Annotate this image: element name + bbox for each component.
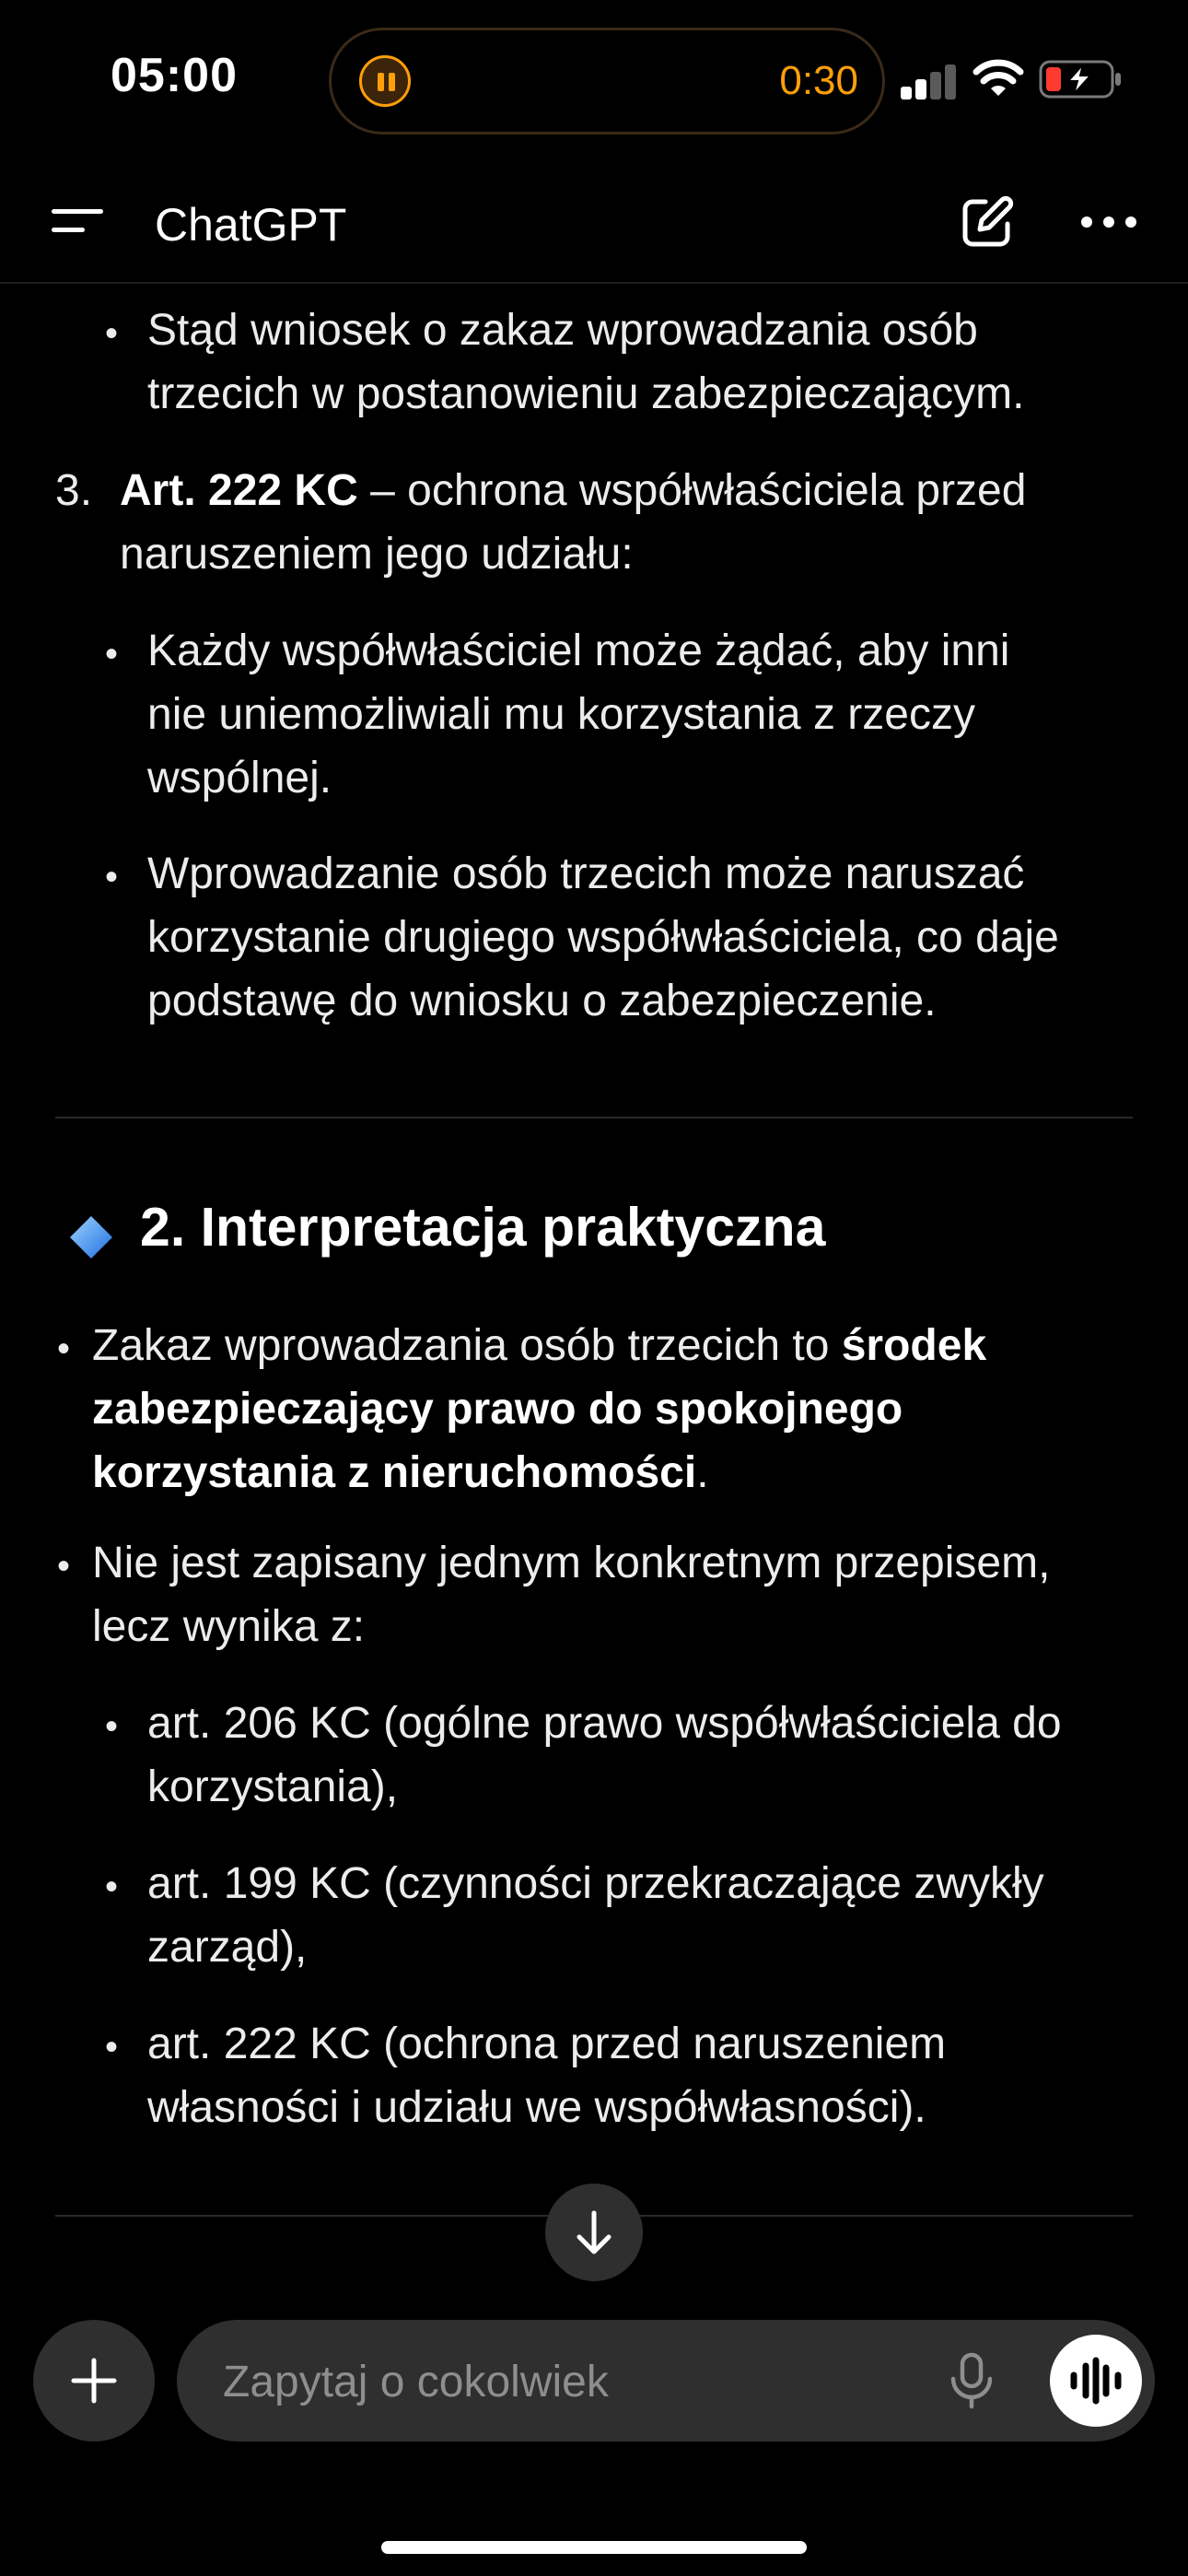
bullet-marker: • bbox=[105, 634, 119, 674]
bullet-marker: • bbox=[105, 1867, 119, 1907]
section-heading: 2. Interpretacja praktyczna bbox=[140, 1197, 826, 1258]
blue-diamond-icon bbox=[68, 1214, 114, 1260]
message-text: art. 222 KC (ochrona przed naruszeniem własności i udziału we współwłasności). bbox=[147, 2020, 947, 2132]
message-text: Zakaz wprowadzania osób trzecich to środek zabezpieczający prawo do spokojnego korzystania z nieruchomości. bbox=[92, 1321, 987, 1497]
battery-charging-icon bbox=[1039, 59, 1124, 100]
status-bar bbox=[0, 0, 1188, 161]
chat-content bbox=[0, 284, 1188, 2292]
message-text: art. 206 KC (ogólne prawo współwłaściciela do korzystania), bbox=[147, 1699, 1062, 1811]
arrow-down-icon bbox=[545, 2184, 643, 2281]
list-number: 3. bbox=[55, 466, 93, 515]
message-input[interactable] bbox=[177, 2320, 1155, 2441]
status-time: 05:00 bbox=[111, 49, 238, 102]
app-title: ChatGPT bbox=[155, 199, 347, 251]
compose-icon[interactable] bbox=[958, 194, 1015, 252]
bullet-marker: • bbox=[105, 1706, 119, 1747]
section-divider bbox=[55, 1117, 1133, 1118]
bullet-marker: • bbox=[105, 313, 119, 354]
home-indicator[interactable] bbox=[381, 2541, 807, 2554]
app-header bbox=[0, 161, 1188, 284]
wifi-icon bbox=[972, 59, 1025, 100]
message-text: Wprowadzanie osób trzecich może naruszać korzystanie drugiego współwłaściciela, co daje podstawę do wniosku o zabezpieczenie. bbox=[147, 849, 1059, 1025]
add-attachment-button[interactable] bbox=[33, 2320, 155, 2441]
bullet-marker: • bbox=[57, 1329, 71, 1369]
input-placeholder: Zapytaj o cokolwiek bbox=[223, 2358, 609, 2406]
recording-timer: 0:30 bbox=[779, 58, 858, 103]
message-text: Stąd wniosek o zakaz wprowadzania osób trzecich w postanowieniu zabezpieczającym. bbox=[147, 306, 1025, 418]
bullet-marker: • bbox=[105, 2027, 119, 2067]
bullet-marker: • bbox=[105, 857, 119, 897]
more-icon[interactable] bbox=[1079, 213, 1138, 231]
plus-icon bbox=[33, 2320, 155, 2441]
dynamic-island[interactable] bbox=[329, 28, 885, 135]
message-text: Każdy współwłaściciel może żądać, aby inni nie uniemożliwiali mu korzystania z rzeczy wspólnej. bbox=[147, 626, 1010, 802]
message-text: Nie jest zapisany jednym konkretnym przepisem, lecz wynika z: bbox=[92, 1539, 1051, 1651]
message-text: art. 199 KC (czynności przekraczające zwykły zarząd), bbox=[147, 1859, 1044, 1972]
voice-mode-button[interactable] bbox=[1050, 2335, 1142, 2427]
pause-icon[interactable] bbox=[359, 55, 411, 107]
mic-icon[interactable] bbox=[946, 2351, 997, 2410]
message-text: Art. 222 KC – ochrona współwłaściciela przed naruszeniem jego udziału: bbox=[120, 466, 1027, 579]
cellular-signal-icon bbox=[901, 63, 958, 100]
bullet-marker: • bbox=[57, 1546, 71, 1587]
menu-icon[interactable] bbox=[52, 198, 105, 244]
voice-mode-icon bbox=[1050, 2335, 1142, 2427]
scroll-down-button[interactable] bbox=[545, 2184, 643, 2281]
